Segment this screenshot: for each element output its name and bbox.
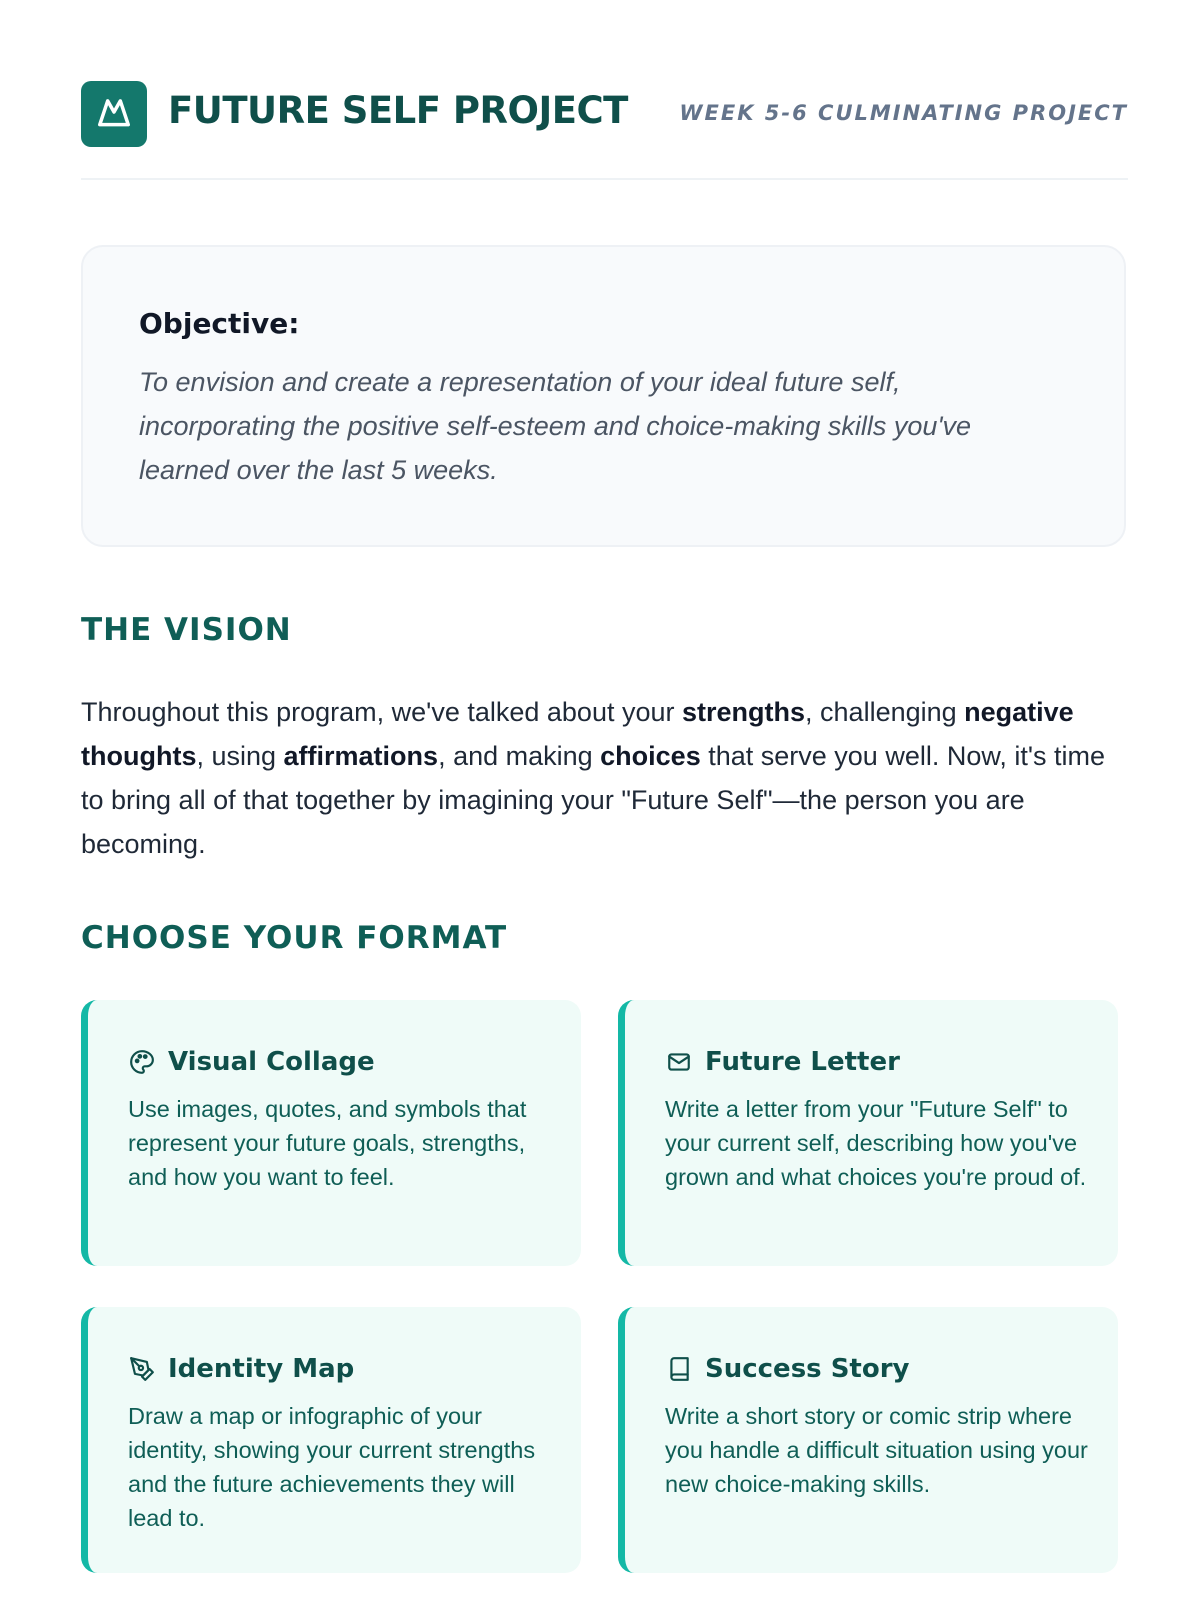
vision-text-segment: , using (196, 741, 284, 771)
palette-icon (128, 1048, 156, 1076)
format-card-identity-map[interactable] (81, 1307, 581, 1573)
vision-text-segment: , and making (438, 741, 601, 771)
vision-text-segment: , challenging (805, 697, 965, 727)
pen-tool-icon (128, 1355, 156, 1383)
book-icon (665, 1355, 693, 1383)
card-title: Success Story (705, 1354, 910, 1384)
format-card-success-story[interactable] (618, 1307, 1118, 1573)
vision-paragraph (81, 690, 1128, 866)
card-description: Draw a map or infographic of your identity, showing your current strengths and the future achievements they will lead to. (128, 1403, 536, 1531)
card-description: Write a letter from your "Future Self" to your current self, describing how you've grown and what choices you're proud of. (665, 1096, 1087, 1190)
objective-label: Objective: (139, 307, 300, 340)
card-title: Future Letter (705, 1047, 900, 1077)
vision-keyword: strengths (682, 697, 806, 727)
objective-text: To envision and create a representation of your ideal future self, incorporating the positive self-esteem and choice-making skills you've learned over the last 5 weeks. (139, 367, 972, 485)
vision-keyword: negative thoughts (81, 697, 1074, 771)
vision-text-segment: Throughout this program, we've talked about your (81, 697, 682, 727)
card-description: Write a short story or comic strip where you handle a difficult situation using your new choice-making skills. (665, 1403, 1088, 1497)
card-description: Use images, quotes, and symbols that represent your future goals, strengths, and how you want to feel. (128, 1096, 527, 1190)
mountain-icon (95, 93, 133, 136)
page-subtitle: WEEK 5-6 CULMINATING PROJECT (679, 101, 1128, 125)
logo (81, 81, 147, 147)
objective-box (81, 245, 1126, 547)
vision-text-segment: that serve you well. Now, it's time to bring all of that together by imagining your "Future Self"—the person you are becoming. (81, 741, 1106, 859)
vision-heading: THE VISION (81, 612, 292, 648)
format-card-future-letter[interactable] (618, 1000, 1118, 1266)
vision-keyword: affirmations (283, 741, 439, 771)
format-card-visual-collage[interactable] (81, 1000, 581, 1266)
mail-icon (665, 1048, 693, 1076)
card-title: Identity Map (168, 1354, 355, 1384)
page-title: FUTURE SELF PROJECT (168, 89, 628, 132)
vision-keyword: choices (600, 741, 701, 771)
card-title: Visual Collage (168, 1047, 375, 1077)
page (81, 0, 1128, 1531)
format-heading: CHOOSE YOUR FORMAT (81, 920, 508, 956)
header (81, 0, 1128, 180)
